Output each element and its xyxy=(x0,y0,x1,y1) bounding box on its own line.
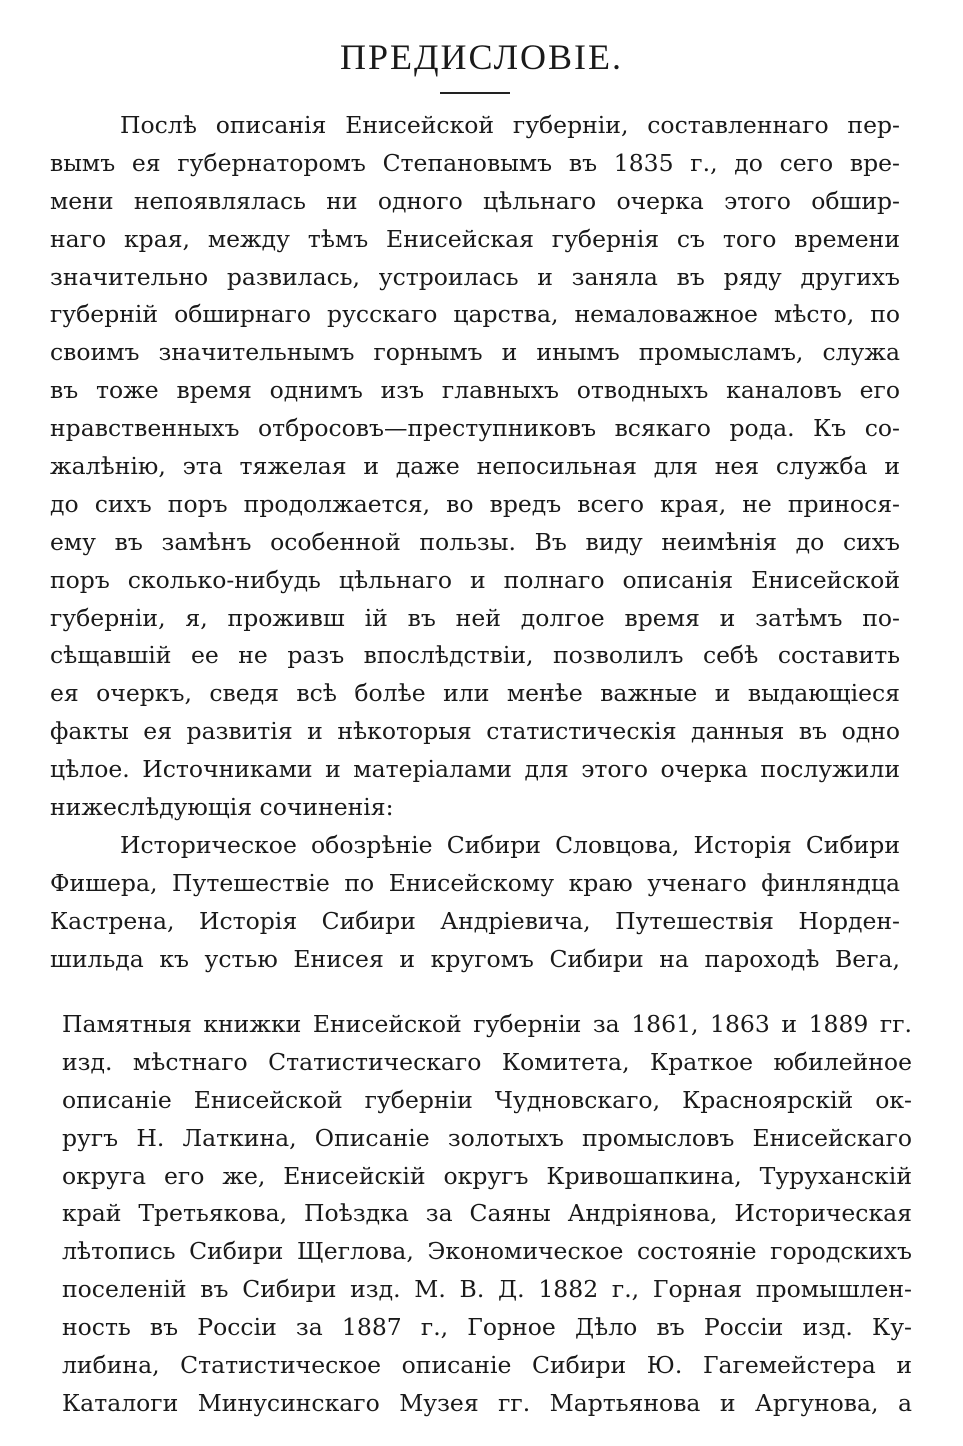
text-line: вымъ ея губернаторомъ Степановымъ въ 1835 г., до сего вре- xyxy=(50,148,900,177)
text-line: сѣщавшій ее не разъ впослѣдствіи, позволилъ себѣ составить xyxy=(50,641,900,670)
text-line: ея очеркъ, сведя всѣ болѣе или менѣе важные и выдающіеся xyxy=(50,679,900,708)
text-line: поръ сколько-нибудь цѣльнаго и полнаго описанія Енисейской xyxy=(50,565,900,594)
text-line: своимъ значительнымъ горнымъ и инымъ промысламъ, служа xyxy=(50,338,900,367)
text-line: округа его же, Енисейскій округъ Кривошапкина, Туруханскій xyxy=(62,1161,912,1190)
text-line: факты ея развитія и нѣкоторыя статистическія данныя въ одно xyxy=(50,717,900,746)
text-line: мени непоявлялась ни одного цѣльнаго очерка этого обшир- xyxy=(50,186,900,215)
text-line: описаніе Енисейской губерніи Чудновскаго, Красноярскій ок- xyxy=(62,1085,912,1114)
text-line: губерніи, я, проживш ій въ ней долгое время и затѣмъ по- xyxy=(50,603,900,632)
text-line: значительно развилась, устроилась и заняла въ ряду другихъ xyxy=(50,262,900,291)
text-line: поселеній въ Сибири изд. М. В. Д. 1882 г., Горная промышлен- xyxy=(62,1275,912,1304)
text-line: нижеслѣдующія сочиненія: xyxy=(50,793,394,822)
text-line: жалѣнію, эта тяжелая и даже непосильная для нея служба и xyxy=(50,452,900,481)
preface-text-block-1 xyxy=(50,107,900,978)
text-line: край Третьякова, Поѣздка за Саяны Андріянова, Историческая xyxy=(62,1199,912,1228)
preface-text-block-2 xyxy=(62,1006,912,1423)
text-line: ему въ замѣнъ особенной пользы. Въ виду неимѣнія до сихъ xyxy=(50,527,900,556)
text-line: наго края, между тѣмъ Енисейская губернія съ того времени xyxy=(50,224,900,253)
text-line: Кастрена, Исторія Сибири Андріевича, Путешествія Норден- xyxy=(50,906,900,935)
text-line: цѣлое. Источниками и матеріалами для этого очерка послужили xyxy=(50,755,900,784)
text-line: ругъ Н. Латкина, Описаніе золотыхъ промысловъ Енисейскаго xyxy=(62,1123,912,1152)
text-line: Памятныя книжки Енисейской губерніи за 1861, 1863 и 1889 гг. xyxy=(62,1010,912,1038)
page-title: ПРЕДИСЛОВІЕ. xyxy=(339,37,624,78)
text-line: Каталоги Минусинскаго Музея гг. Мартьянова и Аргунова, а xyxy=(62,1388,912,1417)
text-line: либина, Статистическое описаніе Сибири Ю. Гагемейстера и xyxy=(62,1351,912,1380)
text-line: нравственныхъ отбросовъ—преступниковъ всякаго рода. Къ со- xyxy=(50,414,900,443)
text-line: лѣтопись Сибири Щеглова, Экономическое состояніе городскихъ xyxy=(62,1237,912,1266)
text-line: до сихъ поръ продолжается, во вредъ всего края, не принося- xyxy=(50,489,900,518)
text-line: въ тоже время однимъ изъ главныхъ отводныхъ каналовъ его xyxy=(50,376,900,405)
text-line: Историческое обозрѣніе Сибири Словцова, Исторія Сибири xyxy=(120,830,900,859)
text-line: губерній обширнаго русскаго царства, немаловажное мѣсто, по xyxy=(50,300,900,329)
text-line: изд. мѣстнаго Статистическаго Комитета, Краткое юбилейное xyxy=(62,1047,912,1076)
text-line: Фишера, Путешествіе по Енисейскому краю ученаго финляндца xyxy=(50,868,900,897)
text-line: шильда къ устью Енисея и кругомъ Сибири на пароходѣ Вега, xyxy=(50,944,900,973)
text-line: Послѣ описанія Енисейской губерніи, составленнаго пер- xyxy=(120,111,900,139)
title-divider xyxy=(440,92,510,94)
text-line: ность въ Россіи за 1887 г., Горное Дѣло въ Россіи изд. Ку- xyxy=(62,1313,912,1342)
